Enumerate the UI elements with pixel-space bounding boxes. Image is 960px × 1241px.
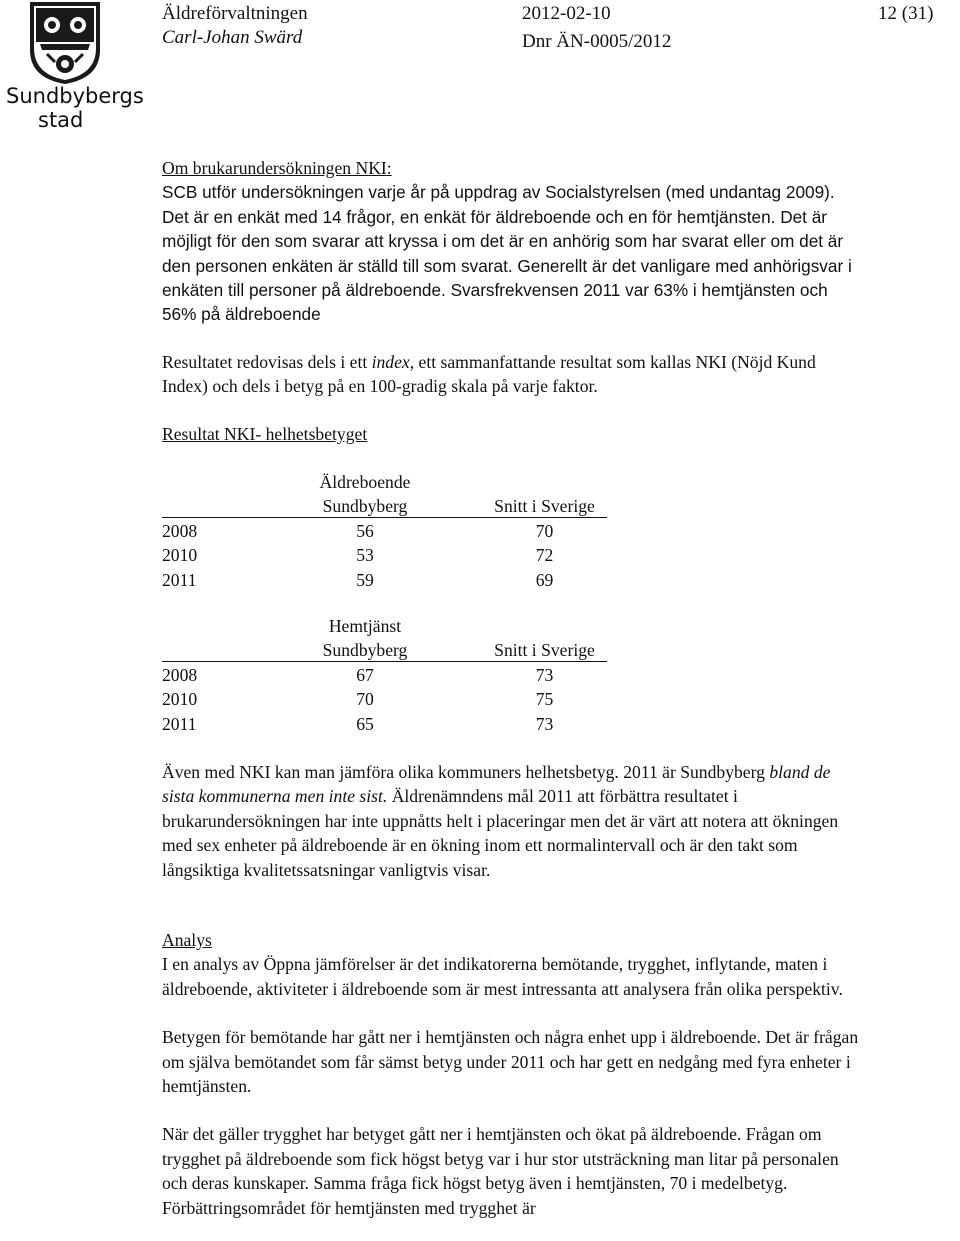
comparison-text-2: Äldrenämndens mål 2011 att förbättra resultatet i brukarundersökningen har inte uppnåtts helt i placeringar men det är värt att notera att ökningen med sex enheter på äldreboende är en ökning inom ett normalintervall och är den takt som långsiktiga kvalitetssatsningar vanligtvis visar. xyxy=(162,786,839,880)
results-intro-text-2: , ett sammanfattande resultat som kallas NKI (Nöjd Kund Index) och dels i betyg på en 100-gradig skala på varje faktor. xyxy=(162,352,816,397)
table-row xyxy=(162,568,607,592)
about-sentence-1: SCB utför undersökningen varje år på uppdrag av Socialstyrelsen (med undantag 2009). Det är en enkät med 14 frågor, en enkät för äldreboende och en för hemtjänsten. xyxy=(162,182,835,227)
about-heading: Om brukarundersökningen NKI: xyxy=(162,158,392,178)
results-intro-em: index xyxy=(371,352,410,372)
year-cell: 2008 xyxy=(162,664,198,685)
table-row xyxy=(162,663,607,687)
table-header-row xyxy=(162,614,607,638)
local-cell: 53 xyxy=(356,545,374,566)
analysis-paragraph-1: I en analys av Öppna jämförelser är det indikatorerna bemötande, trygghet, inflytande, maten i äldreboende, aktiviteter i äldreboende som är mest intressanta att analysera från olika perspektiv. xyxy=(162,954,843,999)
logo-line-1: Sundbybergs xyxy=(6,84,144,108)
header-date: 2012-02-10 xyxy=(522,3,611,24)
year-cell: 2008 xyxy=(162,520,198,541)
header-author: Carl-Johan Swärd xyxy=(162,27,303,48)
col-header-national: Snitt i Sverige xyxy=(494,496,595,517)
results-intro xyxy=(162,350,862,399)
table-header-row-2 xyxy=(162,494,607,518)
local-cell: 56 xyxy=(356,520,374,541)
analysis-paragraph-2: Betygen för bemötande har gått ner i hemtjänsten och några enhet upp i äldreboende. Det är frågan om själva bemötandet som får sämst betyg under 2011 och har gett en nedgång med fyra enheter i hemtjänsten. xyxy=(162,1027,859,1097)
table-header-row-2 xyxy=(162,638,607,662)
national-cell: 73 xyxy=(535,713,554,734)
table-hemtjanst xyxy=(162,614,607,736)
col-header-category: Hemtjänst xyxy=(328,616,402,636)
table-aldreboende xyxy=(162,470,607,592)
year-cell: 2010 xyxy=(162,545,198,566)
table-header-row xyxy=(162,470,607,494)
col-header-national: Snitt i Sverige xyxy=(494,640,595,661)
comparison-paragraph xyxy=(162,760,862,882)
about-sentence-3: Svarsfrekvensen 2011 var 63% i hemtjänsten och 56% på äldreboende xyxy=(162,280,828,325)
header-page-number: 12 (31) xyxy=(878,3,934,24)
national-cell: 73 xyxy=(535,664,554,685)
national-cell: 72 xyxy=(535,545,554,566)
table-row xyxy=(162,687,607,711)
about-section xyxy=(162,156,862,327)
local-cell: 59 xyxy=(356,569,374,590)
analysis-paragraph-3: När det gäller trygghet har betyget gått ner i hemtjänsten och ökat på äldreboende. Frågan om trygghet på äldreboende som fick högst betyg var i hur stor utsträckning man litar på personalen och deras kunskaper. Samma fråga fick högst betyg även i hemtjänsten, 70 i medelbetyg. Förbättringsområdet för hemtjänsten med trygghet är xyxy=(162,1124,839,1218)
year-cell: 2010 xyxy=(162,689,198,710)
sundbyberg-logo xyxy=(0,0,144,132)
results-intro-text: Resultatet redovisas dels i ett xyxy=(162,352,372,372)
year-cell: 2011 xyxy=(162,569,197,590)
logo-line-2: stad xyxy=(38,108,84,132)
local-cell: 65 xyxy=(356,713,374,734)
year-cell: 2011 xyxy=(162,713,197,734)
analysis-heading: Analys xyxy=(162,930,212,950)
about-paragraph xyxy=(162,180,862,326)
table-row xyxy=(162,519,607,543)
national-cell: 70 xyxy=(535,520,554,541)
national-cell: 69 xyxy=(535,569,554,590)
col-header-local: Sundbyberg xyxy=(322,496,408,517)
local-cell: 67 xyxy=(356,664,374,685)
local-cell: 70 xyxy=(356,689,374,710)
about-sentence-2: Det är möjligt för den som svarar att kryssa i om det är en anhörig som har svarat eller om det är den personen enkäten är ställd till som svarat. Generellt är det vanligare med anhörigsvar i enkäten till personer på äldreboende. xyxy=(162,206,852,301)
nki-heading: Resultat NKI- helhetsbetyget xyxy=(162,424,368,444)
comparison-text: Även med NKI kan man jämföra olika kommuners helhetsbetyg. 2011 är Sundbyberg xyxy=(162,762,770,782)
col-header-category: Äldreboende xyxy=(319,472,411,492)
national-cell: 75 xyxy=(535,689,554,710)
coat-of-arms-icon xyxy=(0,0,130,86)
table-row xyxy=(162,712,607,736)
comparison-em: bland de sista kommunerna men inte sist. xyxy=(162,762,831,807)
header-dnr: Dnr ÄN-0005/2012 xyxy=(522,31,672,52)
analysis-section xyxy=(162,928,862,1220)
header-org: Äldreförvaltningen xyxy=(162,3,308,24)
table-row xyxy=(162,543,607,567)
col-header-local: Sundbyberg xyxy=(322,640,408,661)
